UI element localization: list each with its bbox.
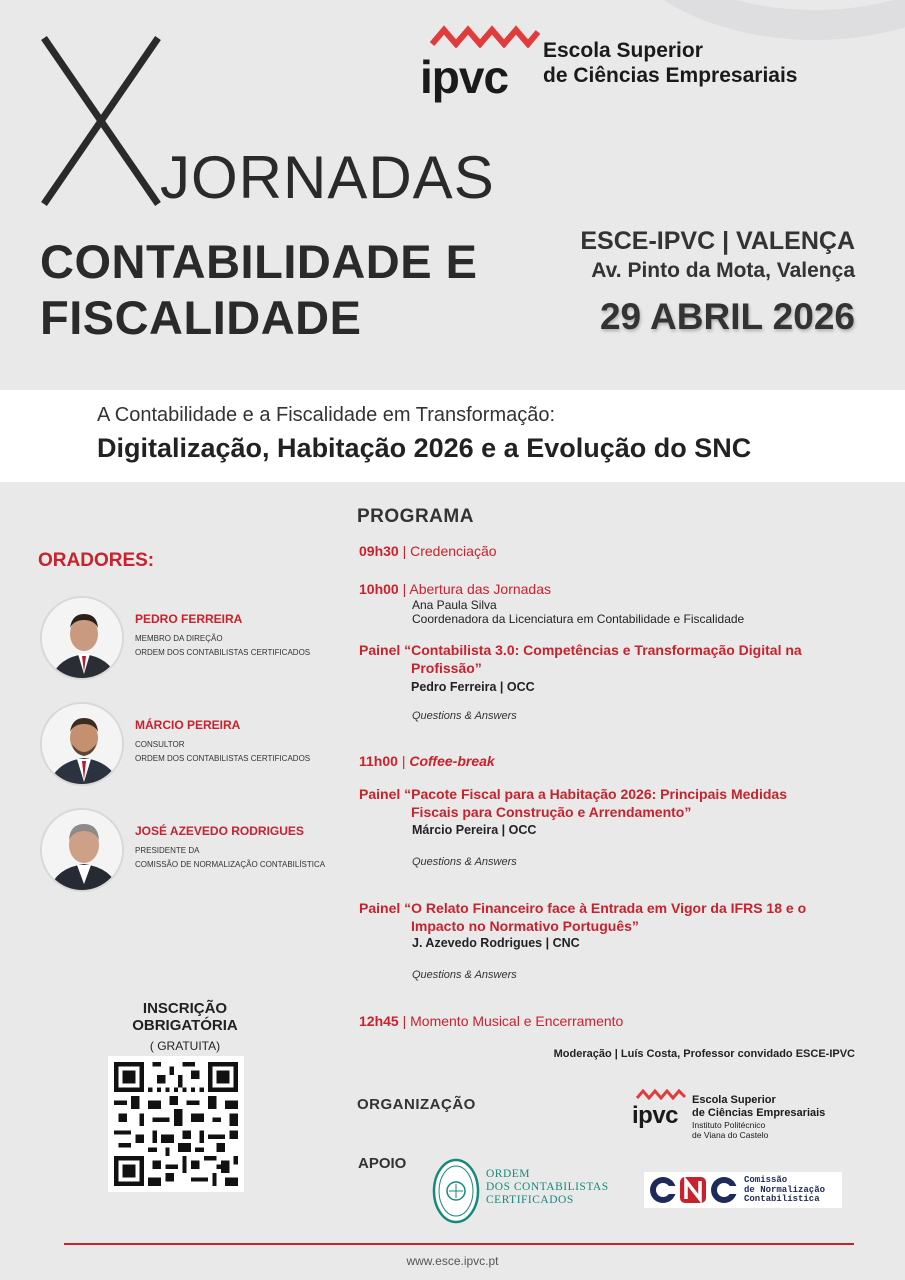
program-label: Credenciação (410, 543, 497, 559)
panel-speaker: Pedro Ferreira | OCC (411, 680, 535, 694)
event-title (40, 234, 477, 346)
speaker-name: JOSÉ AZEVEDO RODRIGUES (135, 824, 304, 838)
esce-name (692, 1094, 825, 1120)
program-panel-2 (359, 785, 829, 821)
occ-name-line2: DOS CONTABILISTAS (486, 1181, 609, 1193)
program-time: 12h45 (359, 1013, 399, 1029)
ipvc-wordmark: ipvc (632, 1102, 679, 1129)
program-item-abertura: 10h00 | Abertura das Jornadas (359, 581, 551, 597)
organizacao-heading: ORGANIZAÇÃO (357, 1096, 476, 1113)
ipvc-name (692, 1120, 768, 1140)
speaker-photo (40, 702, 124, 786)
inscricao-note: ( GRATUITA) (149, 1039, 221, 1053)
program-item-credenciacao: 09h30 | Credenciação (359, 543, 497, 559)
speaker-role (135, 738, 310, 766)
venue-address: Av. Pinto da Mota, Valença (591, 259, 855, 282)
esce-name-line2: de Ciências Empresariais (692, 1107, 826, 1119)
venue-info (580, 226, 855, 340)
ipvc-zigzag-icon (636, 1088, 688, 1100)
ipvc-name-line1: Instituto Politécnico (692, 1120, 766, 1130)
speaker-role-line1: MEMBRO DA DIREÇÃO (135, 634, 223, 643)
speaker-role (135, 844, 325, 872)
esce-name (543, 38, 797, 88)
speaker-role (135, 632, 310, 660)
occ-logo (432, 1158, 622, 1224)
speaker-name: PEDRO FERREIRA (135, 612, 243, 626)
oradores-heading: ORADORES: (38, 550, 155, 571)
program-item-coffee: 11h00 | Coffee-break (359, 753, 495, 769)
esce-name-line2: de Ciências Empresariais (543, 64, 798, 87)
program-time: 11h00 (359, 753, 398, 769)
cnc-logo (644, 1172, 842, 1208)
program-panel-3 (359, 899, 829, 935)
subtitle-band (0, 390, 905, 482)
panel-title-line2: Impacto no Normativo Português” (411, 918, 639, 934)
footer-divider (64, 1243, 854, 1245)
panel-title-line1: “Contabilista 3.0: Competências e Transformação Digital na (404, 642, 802, 658)
cnc-name-line3: Contabilística (744, 1194, 820, 1204)
occ-seal-icon (432, 1158, 480, 1224)
footer-url[interactable]: www.esce.ipvc.pt (406, 1254, 499, 1268)
program-panel-1 (359, 641, 829, 677)
speaker-role-line2: ORDEM DOS CONTABILISTAS CERTIFICADOS (135, 648, 311, 657)
venue-name: ESCE-IPVC | VALENÇA (580, 227, 855, 255)
panel-speaker: Márcio Pereira | OCC (412, 823, 537, 837)
ipvc-zigzag-icon (430, 24, 540, 48)
speaker-card (40, 808, 360, 894)
program-label: Abertura das Jornadas (409, 581, 551, 597)
panel-prefix: Painel (359, 900, 401, 916)
panel-qa: Questions & Answers (412, 710, 517, 722)
inscricao-heading: INSCRIÇÃO OBRIGATÓRIA (132, 1000, 238, 1034)
moderacao-note: Moderação | Luís Costa, Professor convidado ESCE-IPVC (553, 1048, 855, 1060)
panel-prefix: Painel (359, 786, 401, 802)
panel-title-line2: Fiscais para Construção e Arrendamento” (411, 804, 692, 820)
occ-name (486, 1168, 609, 1207)
event-date: 29 ABRIL 2026 (599, 296, 855, 337)
qr-code-icon (114, 1062, 238, 1186)
program-item-encerramento: 12h45 | Momento Musical e Encerramento (359, 1013, 624, 1029)
cnc-mark-icon (648, 1175, 740, 1205)
subtitle-headline: Digitalização, Habitação 2026 e a Evolução do SNC (97, 433, 752, 463)
ipvc-name-line2: de Viana do Castelo (692, 1130, 769, 1140)
ipvc-wordmark: ipvc (420, 51, 509, 103)
program-time: 10h00 (359, 581, 399, 597)
program-time: 09h30 (359, 543, 399, 559)
speaker-role-line2: ORDEM DOS CONTABILISTAS CERTIFICADOS (135, 754, 311, 763)
cnc-name-line2: de Normalização (744, 1184, 826, 1195)
panel-title-line1: “O Relato Financeiro face à Entrada em Vigor da IFRS 18 e o (404, 900, 807, 916)
program-label: Momento Musical e Encerramento (410, 1013, 624, 1029)
edition-numeral-x (36, 30, 166, 210)
subtitle-intro: A Contabilidade e a Fiscalidade em Transformação: (97, 404, 556, 426)
panel-title-line1: “Pacote Fiscal para a Habitação 2026: Principais Medidas (404, 786, 787, 802)
panel-prefix: Painel (359, 642, 401, 658)
programa-heading: PROGRAMA (357, 506, 474, 527)
speaker-role-line1: CONSULTOR (135, 740, 185, 749)
registration-qr-code[interactable] (108, 1056, 244, 1192)
speaker-card (40, 596, 360, 682)
cnc-name-line1: Comissão (744, 1175, 788, 1185)
program-person: Ana Paula Silva (412, 598, 497, 612)
speaker-name: MÁRCIO PEREIRA (135, 718, 241, 732)
event-title-line1: CONTABILIDADE E (40, 235, 478, 288)
inscricao-block (90, 1000, 280, 1053)
panel-qa: Questions & Answers (412, 969, 517, 981)
occ-name-line3: CERTIFICADOS (486, 1194, 574, 1206)
jornadas-label: JORNADAS (160, 144, 495, 211)
esce-ipvc-logo (420, 24, 860, 104)
speaker-photo (40, 808, 124, 892)
program-label: Coffee-break (409, 753, 495, 769)
speaker-card (40, 702, 360, 788)
esce-ipvc-small-logo (632, 1088, 862, 1144)
occ-name-line1: ORDEM (486, 1168, 531, 1180)
event-title-line2: FISCALIDADE (40, 291, 362, 344)
panel-title-line2: Profissão” (411, 660, 482, 676)
cnc-name (744, 1176, 825, 1205)
program-person-role: Coordenadora da Licenciatura em Contabilidade e Fiscalidade (412, 612, 745, 626)
esce-name-line1: Escola Superior (543, 39, 703, 62)
panel-qa: Questions & Answers (412, 856, 517, 868)
esce-name-line1: Escola Superior (692, 1094, 776, 1106)
speaker-role-line2: COMISSÃO DE NORMALIZAÇÃO CONTABILÍSTICA (135, 860, 326, 869)
speaker-photo (40, 596, 124, 680)
speaker-role-line1: PRESIDENTE DA (135, 846, 200, 855)
apoio-heading: APOIO (358, 1155, 407, 1172)
panel-speaker: J. Azevedo Rodrigues | CNC (412, 936, 580, 950)
